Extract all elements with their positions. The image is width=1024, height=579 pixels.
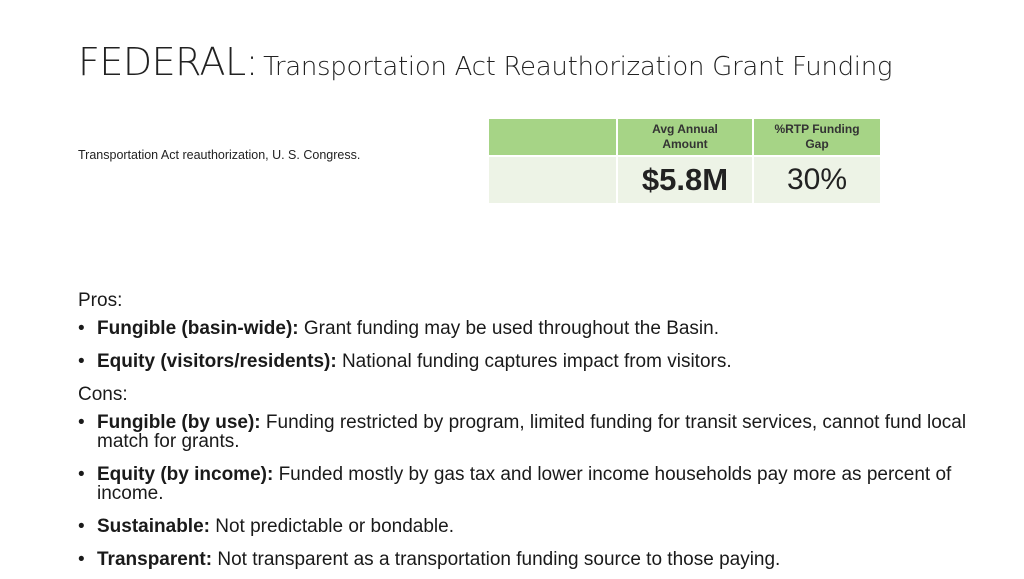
table-value-row [488,156,881,204]
list-item [78,461,978,503]
item-label: Equity (by income): [97,464,274,485]
value-blank [488,156,617,204]
bullet-icon: • [78,412,85,433]
header-blank [488,118,617,156]
cons-label: Cons: [78,384,128,405]
item-label: Equity (visitors/residents): [97,351,337,372]
list-item [78,513,978,536]
item-label: Fungible (basin-wide): [97,318,299,339]
item-label: Transparent: [97,549,213,570]
item-label: Fungible (by use): [97,412,261,433]
funding-table [487,117,882,205]
item-text: Funding restricted by program, limited funding for transit services, cannot fund local match for grants. [97,412,967,452]
item-text: Grant funding may be used throughout the Basin. [303,318,719,339]
item-text: National funding captures impact from visitors. [341,351,732,372]
header-avg-annual-amount: Avg Annual Amount [617,118,753,156]
bullet-icon: • [78,516,85,537]
title-main: FEDERAL: [78,40,258,84]
pros-cons-section [78,287,978,579]
bullet-icon: • [78,549,85,570]
cons-list [78,409,978,569]
bullet-icon: • [78,318,85,339]
page-title [78,40,892,84]
item-text: Not predictable or bondable. [215,516,454,537]
title-sub: Transportation Act Reauthorization Grant Funding [263,52,893,82]
bullet-icon: • [78,351,85,372]
item-text: Funded mostly by gas tax and lower income households pay more as percent of income. [97,464,952,504]
list-item [78,546,978,569]
header-rtp-funding-gap: %RTP Funding Gap [753,118,881,156]
item-text: Not transparent as a transportation funding source to those paying. [217,549,781,570]
value-avg-annual-amount: $5.8M [617,156,753,204]
item-label: Sustainable: [97,516,210,537]
list-item [78,348,978,371]
list-item [78,315,978,338]
pros-label: Pros: [78,290,123,311]
bullet-icon: • [78,464,85,485]
value-rtp-funding-gap: 30% [753,156,881,204]
table-header-row [488,118,881,156]
source-note: Transportation Act reauthorization, U. S. Congress. [78,148,361,162]
pros-list [78,315,978,371]
list-item [78,409,978,451]
